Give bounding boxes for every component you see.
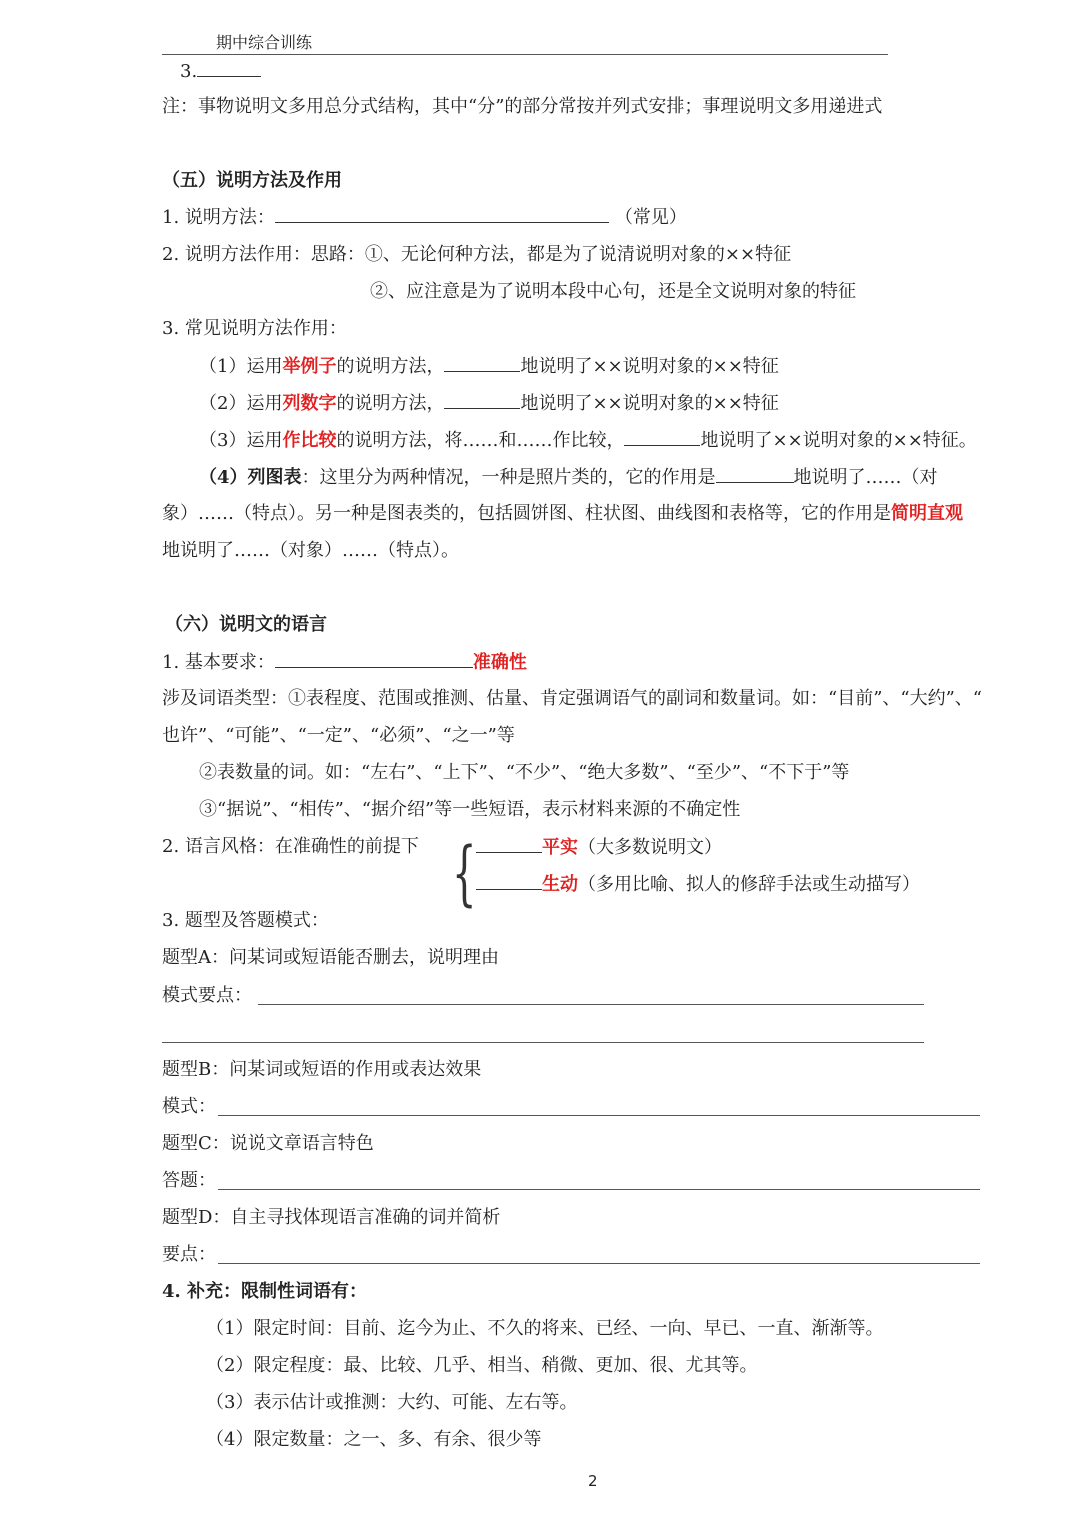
section6-heading: （六）说明文的语言 bbox=[165, 614, 327, 635]
language-style-label: 2. 语言风格：在准确性的前提下 bbox=[162, 836, 419, 857]
word-types-line1: 涉及词语类型：①表程度、范围或推测、估量、肯定强调语气的副词和数量词。如：“目前”、“大约”、“ bbox=[162, 688, 983, 709]
style-plain-keyword: 平实 bbox=[542, 837, 578, 858]
methods-question bbox=[162, 204, 687, 231]
method-numbers bbox=[199, 390, 779, 417]
word-types-line2: 也许”、“可能”、“一定”、“必须”、“之一”等 bbox=[162, 725, 515, 746]
method-chart-line2-keyword: 简明直观 bbox=[891, 503, 963, 524]
item-3-label: 3. bbox=[180, 61, 198, 82]
basic-requirement-label: 1. 基本要求： bbox=[162, 652, 275, 673]
method-chart-line2 bbox=[162, 501, 963, 527]
method-example-keyword: 举例子 bbox=[282, 356, 337, 377]
supplement-heading: 4. 补充：限制性词语有： bbox=[162, 1281, 368, 1302]
style-vivid bbox=[476, 871, 920, 898]
method-example-c: 地说明了××说明对象的××特征 bbox=[520, 356, 779, 377]
methods-label: 1. 说明方法： bbox=[162, 207, 275, 228]
method-compare bbox=[199, 427, 977, 454]
supplement-estimate: （3）表示估计或推测：大约、可能、左右等。 bbox=[206, 1392, 578, 1413]
word-types-line3: ②表数量的词。如：“左右”、“上下”、“不少”、“绝大多数”、“至少”、“不下于”等 bbox=[199, 762, 850, 783]
type-a-answer-line-1 bbox=[258, 1004, 924, 1005]
style-plain-blank bbox=[476, 834, 542, 853]
style-plain-desc: （大多数说明文） bbox=[578, 837, 722, 858]
method-example-a: （1）运用 bbox=[199, 356, 283, 377]
method-numbers-b: 的说明方法， bbox=[336, 393, 445, 414]
method-numbers-keyword: 列数字 bbox=[282, 393, 337, 414]
supplement-degree: （2）限定程度：最、比较、几乎、相当、稍微、更加、很、尤其等。 bbox=[206, 1355, 758, 1376]
method-chart-a: ：这里分为两种情况，一种是照片类的，它的作用是 bbox=[301, 467, 716, 488]
item-3 bbox=[180, 58, 261, 85]
method-compare-keyword: 作比较 bbox=[282, 430, 337, 451]
page-number: 2 bbox=[588, 1472, 598, 1490]
method-compare-blank bbox=[624, 427, 700, 446]
method-compare-c: 地说明了××说明对象的××特征。 bbox=[700, 430, 977, 451]
basic-requirement-blank bbox=[275, 649, 473, 668]
basic-requirement bbox=[162, 649, 527, 676]
method-chart-blank bbox=[716, 464, 794, 483]
header-title: 期中综合训练 bbox=[216, 33, 313, 52]
type-a-answer-line-2 bbox=[162, 1042, 924, 1043]
methods-suffix: （常见） bbox=[614, 207, 687, 228]
idea-2: ②、应注意是为了说明本段中心句，还是全文说明对象的特征 bbox=[370, 281, 856, 302]
method-compare-b: 的说明方法，将……和……作比较， bbox=[336, 430, 625, 451]
method-chart-line3: 地说明了……（对象）……（特点）。 bbox=[162, 540, 459, 561]
method-numbers-a: （2）运用 bbox=[199, 393, 283, 414]
header-rule bbox=[162, 54, 888, 55]
method-chart-keyword: （4）列图表 bbox=[199, 467, 302, 488]
methods-blank bbox=[275, 204, 609, 223]
method-chart-b: 地说明了……（对 bbox=[793, 467, 938, 488]
brace-icon: { bbox=[452, 832, 477, 914]
type-c-label: 答题： bbox=[162, 1170, 216, 1191]
type-b-answer-line bbox=[218, 1115, 980, 1116]
basic-requirement-keyword: 准确性 bbox=[472, 652, 527, 673]
style-vivid-keyword: 生动 bbox=[542, 874, 578, 895]
type-b-label: 模式： bbox=[162, 1096, 216, 1117]
common-methods-question: 3. 常见说明方法作用： bbox=[162, 318, 347, 339]
method-function-label: 2. 说明方法作用：思路： bbox=[162, 244, 365, 265]
question-types-heading: 3. 题型及答题模式： bbox=[162, 910, 329, 931]
type-a-label: 模式要点： bbox=[162, 985, 252, 1006]
type-d: 题型D：自主寻找体现语言准确的词并简析 bbox=[162, 1207, 501, 1228]
style-vivid-blank bbox=[476, 871, 542, 890]
type-b: 题型B：问某词或短语的作用或表达效果 bbox=[162, 1059, 482, 1080]
type-d-label: 要点： bbox=[162, 1244, 216, 1265]
method-numbers-blank bbox=[444, 390, 520, 409]
method-chart-line1 bbox=[199, 464, 938, 491]
type-a: 题型A：问某词或短语能否删去，说明理由 bbox=[162, 947, 499, 968]
method-function-question bbox=[162, 242, 791, 268]
section5-heading: （五）说明方法及作用 bbox=[162, 170, 342, 191]
type-d-answer-line bbox=[218, 1263, 980, 1264]
type-c-answer-line bbox=[218, 1189, 980, 1190]
word-types-line4: ③“据说”、“相传”、“据介绍”等一些短语，表示材料来源的不确定性 bbox=[199, 799, 741, 820]
style-plain bbox=[476, 834, 722, 861]
supplement-time: （1）限定时间：目前、迄今为止、不久的将来、已经、一向、早已、一直、渐渐等。 bbox=[206, 1318, 884, 1339]
method-numbers-c: 地说明了××说明对象的××特征 bbox=[520, 393, 779, 414]
supplement-quantity: （4）限定数量：之一、多、有余、很少等 bbox=[206, 1429, 542, 1450]
item-3-blank bbox=[197, 58, 261, 77]
method-example-b: 的说明方法， bbox=[336, 356, 445, 377]
method-example-blank bbox=[444, 353, 520, 372]
style-vivid-desc: （多用比喻、拟人的修辞手法或生动描写） bbox=[578, 874, 920, 895]
type-c: 题型C：说说文章语言特色 bbox=[162, 1133, 374, 1154]
method-chart-line2-text: 象）……（特点）。另一种是图表类的，包括圆饼图、柱状图、曲线图和表格等，它的作用是 bbox=[162, 503, 891, 524]
idea-1: ①、无论何种方法，都是为了说清说明对象的××特征 bbox=[364, 244, 792, 265]
method-compare-a: （3）运用 bbox=[199, 430, 283, 451]
method-example bbox=[199, 353, 779, 380]
structure-note: 注：事物说明文多用总分式结构，其中“分”的部分常按并列式安排；事理说明文多用递进式 bbox=[162, 96, 883, 117]
